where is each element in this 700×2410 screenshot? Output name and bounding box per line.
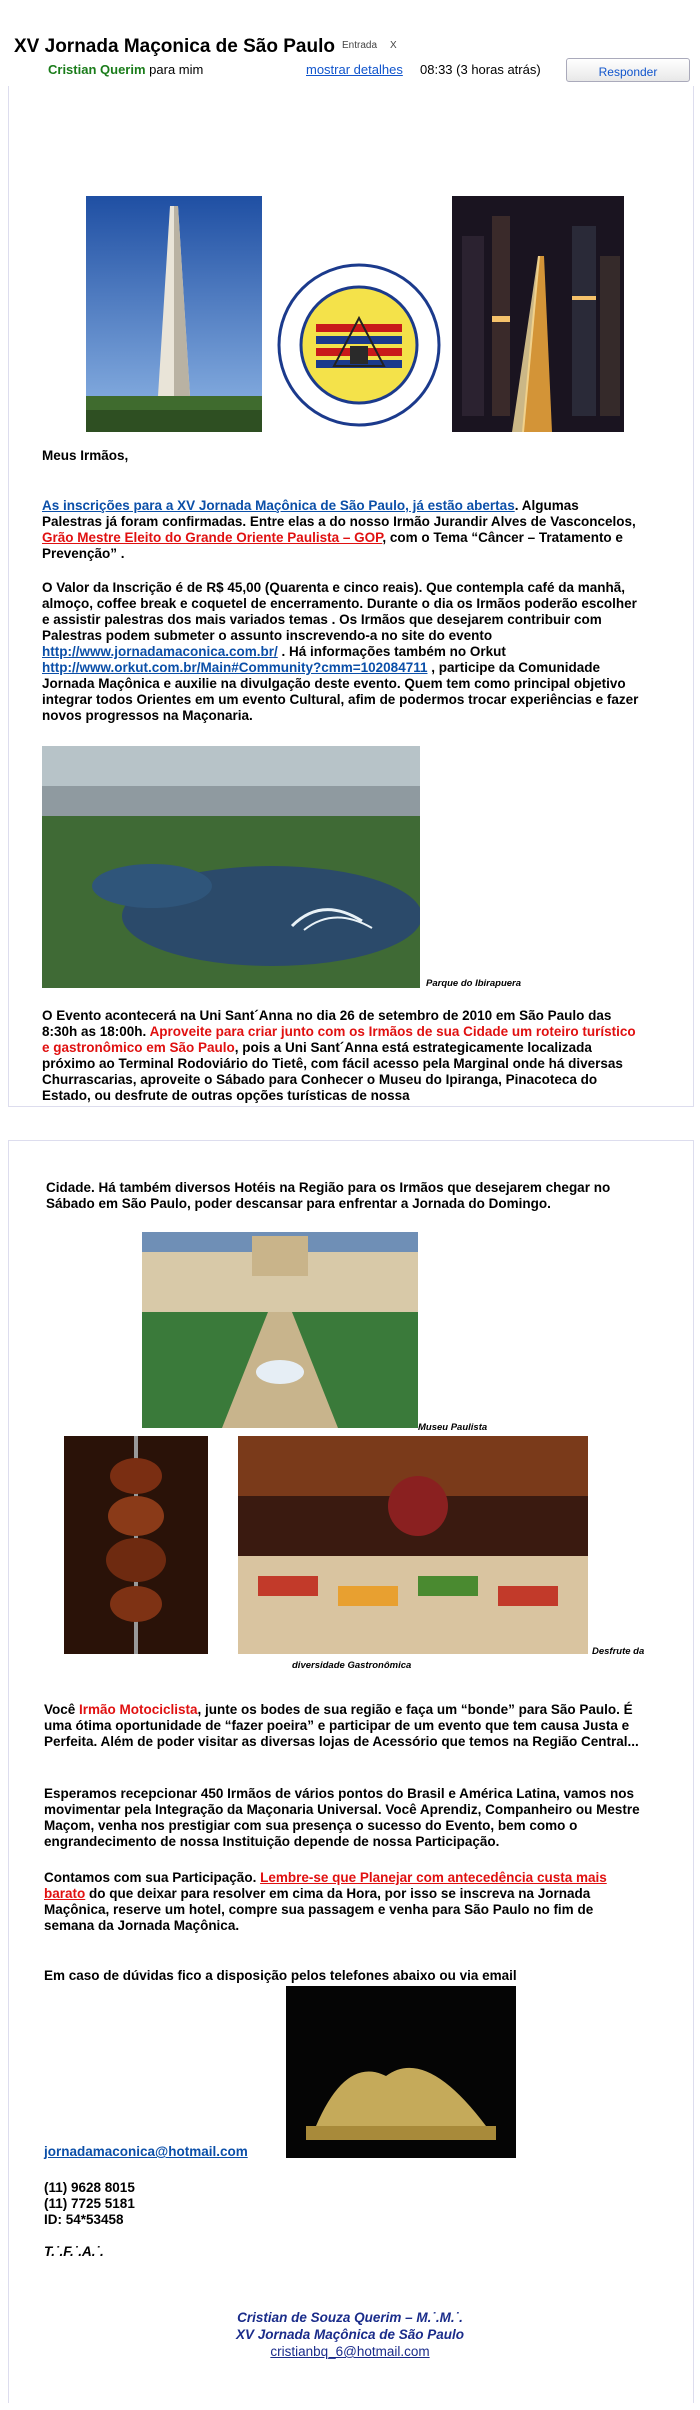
registration-link[interactable]: As inscrições para a XV Jornada Maçônica de São Paulo, já estão abertas [42,498,515,513]
paragraph-event-continued: Cidade. Há também diversos Hotéis na Região para os Irmãos que desejarem chegar no Sábado em São Paulo, poder descansar para enfrentar a Jornada do Domingo. [46,1180,611,1211]
churrasco-photo [64,1436,208,1654]
phone-2: (11) 7725 5181 [44,2196,135,2211]
caption-park: Parque do Ibirapuera [426,978,522,989]
paragraph-text: O Evento acontecerá na Uni Sant´Anna no dia 26 de setembro de 2010 em São Paulo das 8:30h as 18:00h. [42,1008,612,1039]
highlight-link[interactable]: Lembre-se que Planejar com antecedência custa mais barato [44,1870,607,1901]
paragraph-text: Contamos com sua Participação. [44,1870,261,1885]
paragraph-text: . Há informações também no Orkut [277,644,506,659]
city-night-photo [452,196,624,432]
obelisk-photo [86,196,262,432]
contact-email-link[interactable]: jornadamaconica@hotmail.com [44,2144,248,2159]
caption-museum: Museu Paulista [418,1422,488,1433]
paragraph-planning [44,1870,644,1934]
phone-1: (11) 9628 8015 [44,2180,135,2195]
orkut-link[interactable]: http://www.orkut.com.br/Main#Community?cmm=102084711 [42,660,428,675]
paragraph-expectation: Esperamos recepcionar 450 Irmãos de vários pontos do Brasil e América Latina, vamos nos movimentar pela Integração da Maçonaria Universal. Você Aprendiz, Companheiro ou Mestre Maçom, venha nos prestigiar com sua presença o sucesso do Evento, bem como o engrandecimento de nossa Instituição depende de nossa Participação. [44,1786,640,1849]
paragraph-text: , pois a Uni Sant´Anna está estrategicamente localizada próximo ao Terminal Rodoviário do Tietê, com fácil acesso pela Marginal onde há diversas Churrascarias, aproveite o Sábado para Conhecer o Museu do Ipiranga, Pinacoteca do Estado, ou desfrute de outras opções turísticas de nossa [42,1040,623,1103]
signature-name: Cristian de Souza Querim – M.˙.M.˙. [237,2310,463,2325]
user-id: ID: 54*53458 [44,2212,124,2227]
sender-row [48,62,203,77]
paragraph-text: , com o Tema “Câncer – Tratamento e Prevenção” . [42,530,623,561]
signature-email-link[interactable]: cristianbq_6@hotmail.com [270,2344,430,2359]
website-link[interactable]: http://www.jornadamaconica.com.br/ [42,644,278,659]
closing-tfa: T.˙.F.˙.A.˙. [44,2244,104,2259]
caption-food-2: diversidade Gastronômica [292,1660,412,1671]
recipient: para mim [149,62,204,77]
masonic-logo [276,262,442,428]
paragraph-motorcycle [44,1702,644,1750]
paragraph-price [42,580,642,724]
paragraph-registration [42,498,642,562]
highlight-text: Irmão Motociclista [79,1702,198,1717]
greeting: Meus Irmãos, [42,448,129,463]
paragraph-contact: Em caso de dúvidas fico a disposição pelos telefones abaixo ou via email [44,1968,517,1983]
monument-night-photo [286,1986,516,2158]
paragraph-text: . Algumas Palestras já foram confirmadas. Entre elas a do nosso Irmão Jurandir Alves de Vasconcelos, [42,498,636,529]
remove-label-icon[interactable]: X [390,40,397,51]
timestamp: 08:33 (3 horas atrás) [420,62,541,77]
buffet-photo [238,1436,588,1654]
paragraph-text: Você [44,1702,80,1717]
caption-food-1: Desfrute da [592,1646,645,1657]
paragraph-text: do que deixar para resolver em cima da Hora, por isso se inscreva na Jornada Maçônica, reserve um hotel, compre sua passagem e venha para São Paulo no fim de semana da Jornada Maçônica. [44,1886,594,1933]
grand-master-link[interactable]: Grão Mestre Eleito do Grande Oriente Paulista – GOP [42,530,383,545]
paragraph-text: , participe da Comunidade Jornada Maçônica e auxilie na divulgação deste evento. Quem tem como principal objetivo integrar todos Orientes em um evento Cultural, afim de podermos trocar experiências e fazer novos progressos na Maçonaria. [42,660,639,723]
signature-event: XV Jornada Maçônica de São Paulo [235,2327,465,2342]
paragraph-event [42,1008,642,1104]
sender-name[interactable]: Cristian Querim [48,62,146,77]
email-subject: XV Jornada Maçonica de São Paulo [14,36,335,57]
museum-photo [142,1232,418,1428]
reply-button[interactable]: Responder [566,58,690,82]
highlight-text: Aproveite para criar junto com os Irmãos de sua Cidade um roteiro turístico e gastronômico em São Paulo [42,1024,636,1055]
paragraph-text: O Valor da Inscrição é de R$ 45,00 (Quarenta e cinco reais). Que contempla café da manhã, almoço, coffee break e coquetel de encerramento. Durante o dia os Irmãos poderão escolher e assistir palestras dos mais variados temas . Os Irmãos que desejarem contribuir com Palestras podem submeter o assunto inscrevendo-a no site do evento [42,580,637,643]
paragraph-text: , junte os bodes de sua região e faça um “bonde” para São Paulo. É uma ótima oportunidade de “fazer poeira” e participar de um evento que tem causa Justa e Perfeita. Além de poder visitar as diversas lojas de Acessório que temos na Região Central... [44,1702,639,1749]
show-details-link[interactable]: mostrar detalhes [306,62,403,77]
ibirapuera-photo [42,746,420,988]
inbox-label[interactable]: Entrada [342,40,378,51]
